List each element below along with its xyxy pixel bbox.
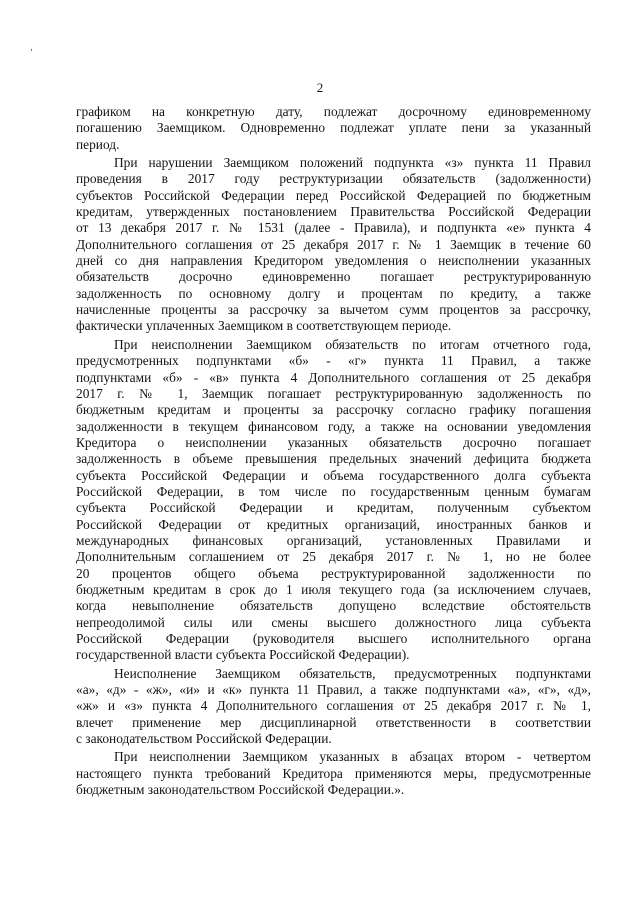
- text-line: с законодательством Российской Федерации.: [76, 731, 332, 747]
- text-line: непреодолимой силы или смены высшего должностного лица субъекта: [76, 614, 591, 630]
- text-line: подпунктами «б» - «в» пункта 4 Дополнительного соглашения от 25 декабря: [76, 369, 591, 385]
- text-line: При нарушении Заемщиком положений подпункта «з» пункта 11 Правил: [114, 155, 591, 171]
- text-line: задолженность в объеме превышения предельных значений дефицита бюджета: [76, 451, 591, 467]
- text-line: кредитам, утвержденных постановлением Правительства Российской Федерации: [76, 204, 591, 220]
- scan-mark: ,: [30, 42, 33, 53]
- text-line: бюджетным законодательством Российской Федерации.».: [76, 782, 405, 798]
- text-line: период.: [76, 136, 120, 152]
- text-line: Российской Федерации (руководителя высшего исполнительного органа: [76, 631, 591, 646]
- text-line: Дополнительным соглашением от 25 декабря 2017 г. № 1, но не более: [76, 549, 591, 565]
- text-line: Неисполнение Заемщиком обязательств, предусмотренных подпунктами: [114, 665, 591, 681]
- text-line: когда невыполнение обязательств допущено вследствие обстоятельств: [76, 598, 591, 614]
- text-line: от 13 декабря 2017 г. № 1531 (далее - Правила), и подпункта «е» пункта 4: [76, 220, 591, 236]
- text-line: 20 процентов общего объема реструктурированной задолженности по: [76, 565, 591, 581]
- text-line: обязательств досрочно единовременно погашает реструктурированную: [76, 269, 591, 285]
- text-line: начисленные проценты за рассрочку за вычетом сумм процентов за рассрочку,: [76, 302, 591, 318]
- text-line: 2017 г. № 1, Заемщик погашает реструктурированную задолженность по: [76, 385, 591, 401]
- text-line: задолженность по основному долгу и процентам по кредиту, а также: [76, 285, 591, 301]
- text-line: влечет применение мер дисциплинарной ответственности в соответствии: [76, 714, 591, 730]
- document-body: [76, 104, 591, 798]
- text-line: фактически уплаченных Заемщиком в соответствующем периоде.: [76, 318, 452, 334]
- text-line: бюджетным кредитам в срок до 1 июля текущего года (за исключением случаев,: [76, 581, 591, 597]
- text-line: При неисполнении Заемщиком указанных в абзацах втором - четвертом: [114, 749, 591, 765]
- text-line: международных финансовых организаций, установленных Правилами и: [76, 532, 591, 548]
- text-line: погашению Заемщиком. Одновременно подлежат уплате пени за указанный: [76, 120, 591, 136]
- text-line: Дополнительного соглашения от 25 декабря 2017 г. № 1 Заемщик в течение 60: [76, 236, 591, 252]
- text-line: Российской Федерации от кредитных организаций, иностранных банков и: [76, 516, 591, 532]
- text-line: При неисполнении Заемщиком обязательств по итогам отчетного года,: [114, 336, 591, 352]
- paragraph: [76, 666, 591, 748]
- text-line: графиком на конкретную дату, подлежат досрочному единовременному: [76, 104, 591, 119]
- text-line: дней со дня направления Кредитором уведомления о неисполнении указанных: [76, 253, 591, 269]
- paragraph: [76, 337, 591, 664]
- text-line: бюджетным кредитам и проценты за рассрочку согласно графику погашения: [76, 402, 591, 418]
- text-line: Кредитора о неисполнении указанных обязательств досрочно погашает: [76, 434, 591, 450]
- text-line: субъектов Российской Федерации перед Российской Федерацией по бюджетным: [76, 187, 591, 203]
- text-line: государственной власти субъекта Российской Федерации).: [76, 647, 410, 663]
- paragraph: [76, 155, 591, 335]
- text-line: Российской Федерации, в том числе по государственным ценным бумагам: [76, 483, 591, 499]
- text-line: проведения в 2017 году реструктуризации обязательств (задолженности): [76, 171, 591, 187]
- text-line: задолженности в текущем финансовом году, а также на основании уведомления: [76, 418, 591, 434]
- page-number: 2: [316, 80, 324, 95]
- paragraph: [76, 749, 591, 798]
- text-line: «а», «д» - «ж», «и» и «к» пункта 11 Правил, а также подпунктами «а», «г», «д»,: [76, 682, 591, 698]
- paragraph: [76, 104, 591, 153]
- text-line: субъекта Российской Федерации и кредитам, полученным субъектом: [76, 500, 591, 516]
- text-line: настоящего пункта требований Кредитора применяются меры, предусмотренные: [76, 765, 591, 781]
- text-line: предусмотренных подпунктами «б» - «г» пункта 11 Правил, а также: [76, 353, 591, 369]
- text-line: субъекта Российской Федерации и объема государственного долга субъекта: [76, 467, 591, 483]
- text-line: «ж» и «з» пункта 4 Дополнительного соглашения от 25 декабря 2017 г. № 1,: [76, 698, 591, 714]
